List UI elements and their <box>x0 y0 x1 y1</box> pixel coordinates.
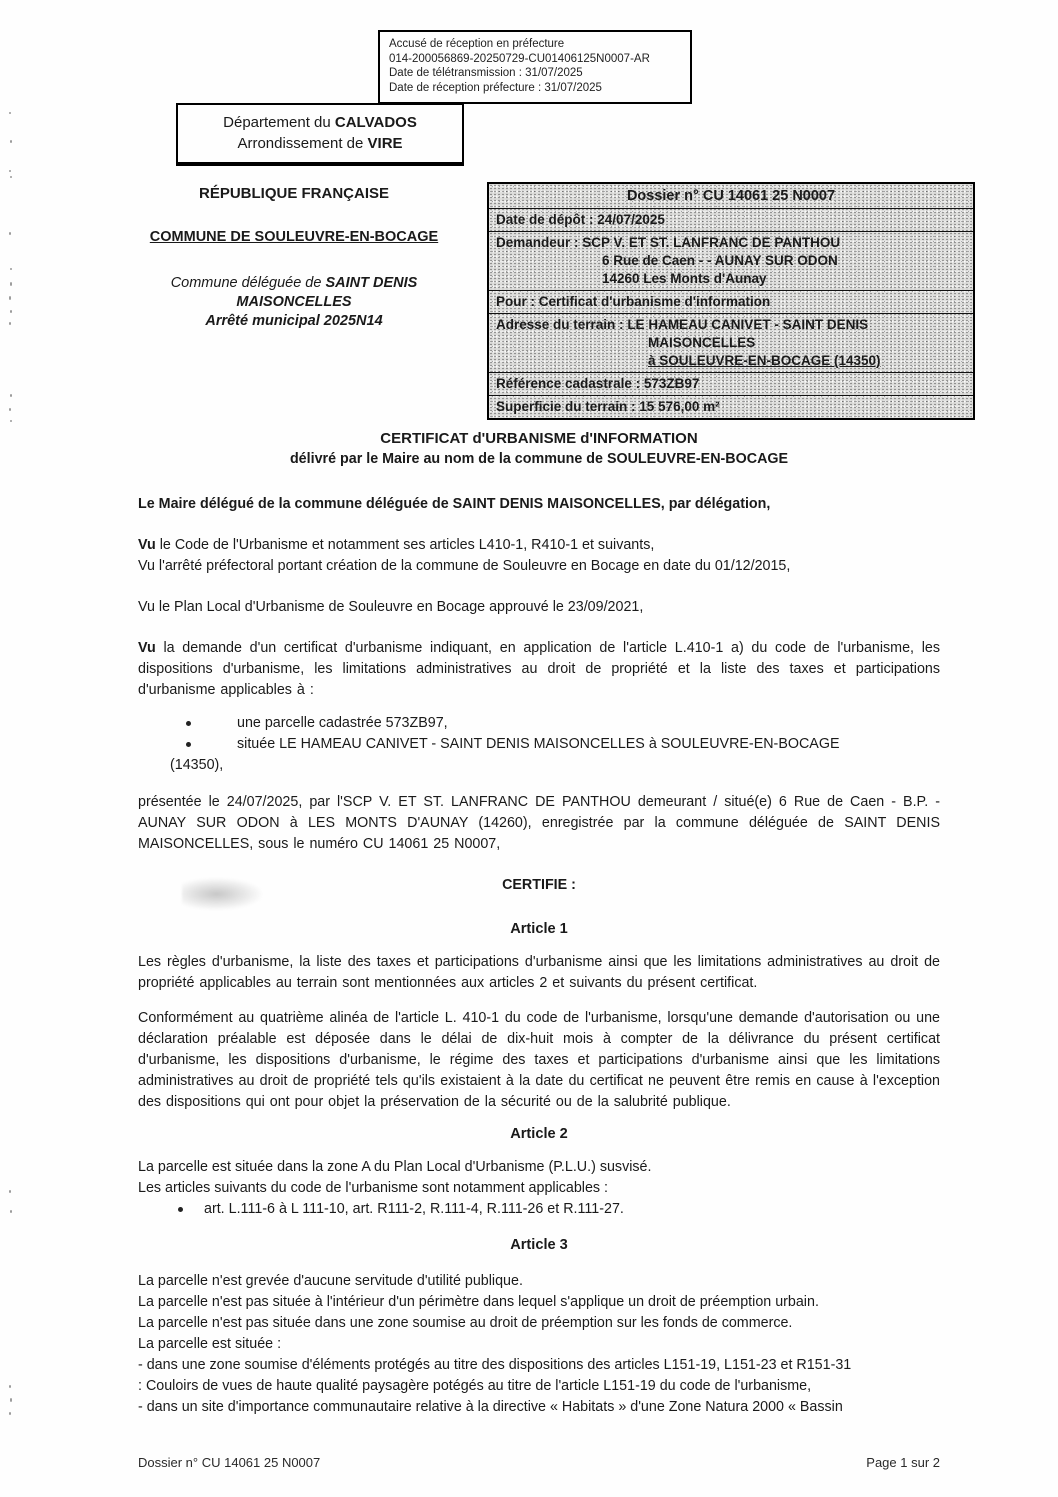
cadastre-row <box>489 372 973 395</box>
arrondissement-value: VIRE <box>367 135 403 152</box>
department-box <box>176 103 464 166</box>
arrondissement-line <box>182 133 458 154</box>
scan-artifact <box>9 1385 11 1388</box>
scan-smudge <box>182 876 268 912</box>
article-3-line-4: La parcelle est située : <box>138 1336 282 1352</box>
maire-intro-line: Le Maire délégué de la commune déléguée de SAINT DENIS MAISONCELLES, par délégation, <box>138 496 771 512</box>
demandeur-line-1 <box>496 234 966 252</box>
scan-artifact <box>9 1412 11 1415</box>
stamp-line-2: 014-200056869-20250729-CU01406125N0007-AR <box>389 52 650 65</box>
demandeur-address-line-1: 6 Rue de Caen - - AUNAY SUR ODON <box>602 253 838 268</box>
republique-francaise-heading: RÉPUBLIQUE FRANÇAISE <box>198 185 389 202</box>
terrain-line-3: à SOULEUVRE-EN-BOCAGE (14350) <box>648 353 881 368</box>
parcel-bullet-list <box>138 713 940 776</box>
scan-artifact <box>9 112 11 114</box>
certificate-title-line-2: délivré par le Maire au nom de la commune de SOULEUVRE-EN-BOCAGE <box>289 451 789 467</box>
scan-artifact <box>10 1398 12 1402</box>
terrain-value-1: LE HAMEAU CANIVET - SAINT DENIS <box>627 317 869 332</box>
list-item <box>138 734 940 755</box>
scan-artifact <box>9 1190 11 1193</box>
article-2-heading: Article 2 <box>510 1126 568 1142</box>
article-2-line-1: La parcelle est située dans la zone A du Plan Local d'Urbanisme (P.L.U.) susvisé. <box>138 1159 652 1175</box>
scan-artifact <box>10 140 12 143</box>
vu-text-1: le Code de l'Urbanisme et notamment ses articles L410-1, R410-1 et suivants, <box>155 537 655 553</box>
document-body <box>138 428 940 1418</box>
article-1-heading: Article 1 <box>510 921 568 937</box>
list-item <box>138 713 940 734</box>
stamp-line-3: Date de télétransmission : 31/07/2025 <box>389 67 583 79</box>
article-2-bullet-text: art. L.111-6 à L 111-10, art. R111-2, R.111-4, R.111-26 et R.111-27. <box>204 1201 624 1217</box>
superficie-label: Superficie du terrain : <box>496 399 636 414</box>
date-depot-value: 24/07/2025 <box>597 212 665 227</box>
vu-keyword-2: Vu <box>138 640 156 656</box>
article-3-line-5: - dans une zone soumise d'éléments protégés au titre des dispositions des articles L151-19, L151-23 et R151-31 <box>138 1357 852 1373</box>
left-header-column <box>126 184 462 331</box>
demandeur-row <box>489 231 973 290</box>
vu-line-2: Vu l'arrêté préfectoral portant création de la commune de Souleuvre en Bocage en date du 01/12/2015, <box>138 558 791 574</box>
demandeur-address-line-2: 14260 Les Monts d'Aunay <box>602 271 767 286</box>
dossier-table <box>487 182 975 420</box>
pour-row <box>489 290 973 313</box>
article-3-line-7: - dans un site d'importance communautaire relative à la directive « Habitats » d'une Zone Natura 2000 « Bassin <box>138 1399 843 1415</box>
pour-value: Certificat d'urbanisme d'information <box>538 294 771 309</box>
vu-keyword-1: Vu <box>138 537 156 553</box>
article-3-heading: Article 3 <box>510 1237 568 1253</box>
vu-line-1 <box>138 535 940 556</box>
vu-paragraph-3 <box>138 638 940 701</box>
article-2-line-2: Les articles suivants du code de l'urbanisme sont notamment applicables : <box>138 1180 609 1196</box>
footer-dossier-number: Dossier n° CU 14061 25 N0007 <box>138 1455 321 1470</box>
certifie-heading: CERTIFIE : <box>502 877 576 893</box>
commune-heading: COMMUNE DE SOULEUVRE-EN-BOCAGE <box>149 229 439 245</box>
scan-artifact <box>10 282 12 286</box>
page-footer <box>138 1455 940 1470</box>
article-3-paragraph <box>138 1271 940 1418</box>
scan-artifact <box>9 296 11 300</box>
superficie-value: 15 576,00 m² <box>639 399 720 414</box>
article-3-line-3: La parcelle n'est pas située dans une zone soumise au droit de préemption sur les fonds de commerce. <box>138 1315 793 1331</box>
vu-paragraph-2 <box>138 597 940 618</box>
dossier-number-row: Dossier n° CU 14061 25 N0007 <box>626 188 836 204</box>
scan-artifact <box>10 394 12 397</box>
terrain-label: Adresse du terrain : <box>496 317 624 332</box>
demandeur-name: SCP V. ET ST. LANFRANC DE PANTHOU <box>582 235 841 250</box>
department-value: CALVADOS <box>334 114 417 131</box>
terrain-line-1 <box>496 316 966 334</box>
scan-artifact <box>9 170 11 172</box>
bullet-text-2-continuation: (14350), <box>170 757 224 773</box>
department-line <box>182 112 458 133</box>
delegated-prefix: Commune déléguée de <box>170 275 326 291</box>
arrondissement-label: Arrondissement de <box>237 135 368 152</box>
bullet-icon <box>186 721 191 726</box>
terrain-line-2: MAISONCELLES <box>648 335 756 350</box>
terrain-address-row <box>489 313 973 372</box>
article-3-line-1: La parcelle n'est grevée d'aucune servitude d'utilité publique. <box>138 1273 523 1289</box>
stamp-line-1: Accusé de réception en préfecture <box>389 38 565 50</box>
vu-line-3: Vu le Plan Local d'Urbanisme de Souleuvre en Bocage approuvé le 23/09/2021, <box>138 599 644 615</box>
scan-artifact <box>10 1210 12 1213</box>
certificate-title-block <box>138 428 940 470</box>
article-2-paragraph <box>138 1157 940 1220</box>
scan-artifact <box>10 268 12 270</box>
bullet-icon <box>186 742 191 747</box>
scan-artifact <box>10 176 12 178</box>
bullet-text-1: une parcelle cadastrée 573ZB97, <box>237 715 448 731</box>
scan-artifact <box>9 232 11 235</box>
date-depot-label: Date de dépôt : <box>496 212 594 227</box>
pour-label: Pour : <box>496 294 535 309</box>
article-1-paragraph-1: Les règles d'urbanisme, la liste des taxes et participations d'urbanisme ainsi que les limitations administratives au droit de propriété applicables au terrain sont mentionnées aux articles 2 et suivants du présent certificat. <box>138 954 940 991</box>
reception-stamp-box <box>378 30 692 104</box>
date-depot-row <box>489 208 973 231</box>
article-3-line-2: La parcelle n'est pas située à l'intérieur d'un périmètre dans lequel s'applique un droit de préemption urbain. <box>138 1294 819 1310</box>
vu-text-2: la demande d'un certificat d'urbanisme indiquant, en application de l'article L.410-1 a) du code de l'urbanisme, les dispositions d'urbanisme, les limitations administratives au droit de propriété et la liste des taxes et participations d'urbanisme applicables à : <box>138 640 940 698</box>
demandeur-label: Demandeur : <box>496 235 579 250</box>
bullet-text-2: située LE HAMEAU CANIVET - SAINT DENIS MAISONCELLES à SOULEUVRE-EN-BOCAGE <box>237 736 840 752</box>
cadastre-label: Référence cadastrale : <box>496 376 641 391</box>
cadastre-value: 573ZB97 <box>643 376 700 391</box>
list-item <box>138 1199 940 1220</box>
certificate-title-line-1: CERTIFICAT d'URBANISME d'INFORMATION <box>380 430 698 447</box>
delegated-name: SAINT DENIS MAISONCELLES <box>236 275 418 310</box>
scan-artifact <box>9 322 11 325</box>
presentee-paragraph: présentée le 24/07/2025, par l'SCP V. ET ST. LANFRANC DE PANTHOU demeurant / situé(e) 6 Rue de Caen - B.P. - AUNAY SUR ODON à LES MONTS D'AUNAY (14260), enregistrée par la commune déléguée de SAINT DENIS MAISONCELLES, sous le numéro CU 14061 25 N0007, <box>138 794 940 852</box>
arrete-municipal: Arrêté municipal 2025N14 <box>205 313 383 329</box>
article-3-line-6: : Couloirs de vues de haute qualité paysagère potégés au titre de l'article L151-19 du code de l'urbanisme, <box>138 1378 812 1394</box>
scan-artifact <box>9 408 11 411</box>
vu-paragraph-1 <box>138 535 940 577</box>
superficie-row <box>489 395 973 418</box>
article-1-paragraph-2: Conformément au quatrième alinéa de l'article L. 410-1 du code de l'urbanisme, lorsqu'une demande d'autorisation ou une déclaration préalable est déposée dans le délai de dix-huit mois à compter de la délivrance du présent certificat d'urbanisme, les dispositions d'urbanisme, le régime des taxes et participations d'urbanisme ainsi que les limitations administratives au droit de propriété tels qu'ils existaient à la date du certificat ne peuvent être remis en cause à l'exception des dispositions qui ont pour objet la préservation de la sécurité ou de la salubrité publique. <box>138 1010 940 1110</box>
scan-artifact <box>10 310 12 313</box>
department-label: Département du <box>223 114 335 131</box>
bullet-icon <box>178 1207 183 1212</box>
article-2-bullet-list <box>138 1199 940 1220</box>
footer-page-number: Page 1 sur 2 <box>866 1455 940 1470</box>
delegated-commune-line <box>126 274 462 312</box>
stamp-line-4: Date de réception préfecture : 31/07/2025 <box>389 81 602 94</box>
scan-artifact <box>10 420 12 422</box>
